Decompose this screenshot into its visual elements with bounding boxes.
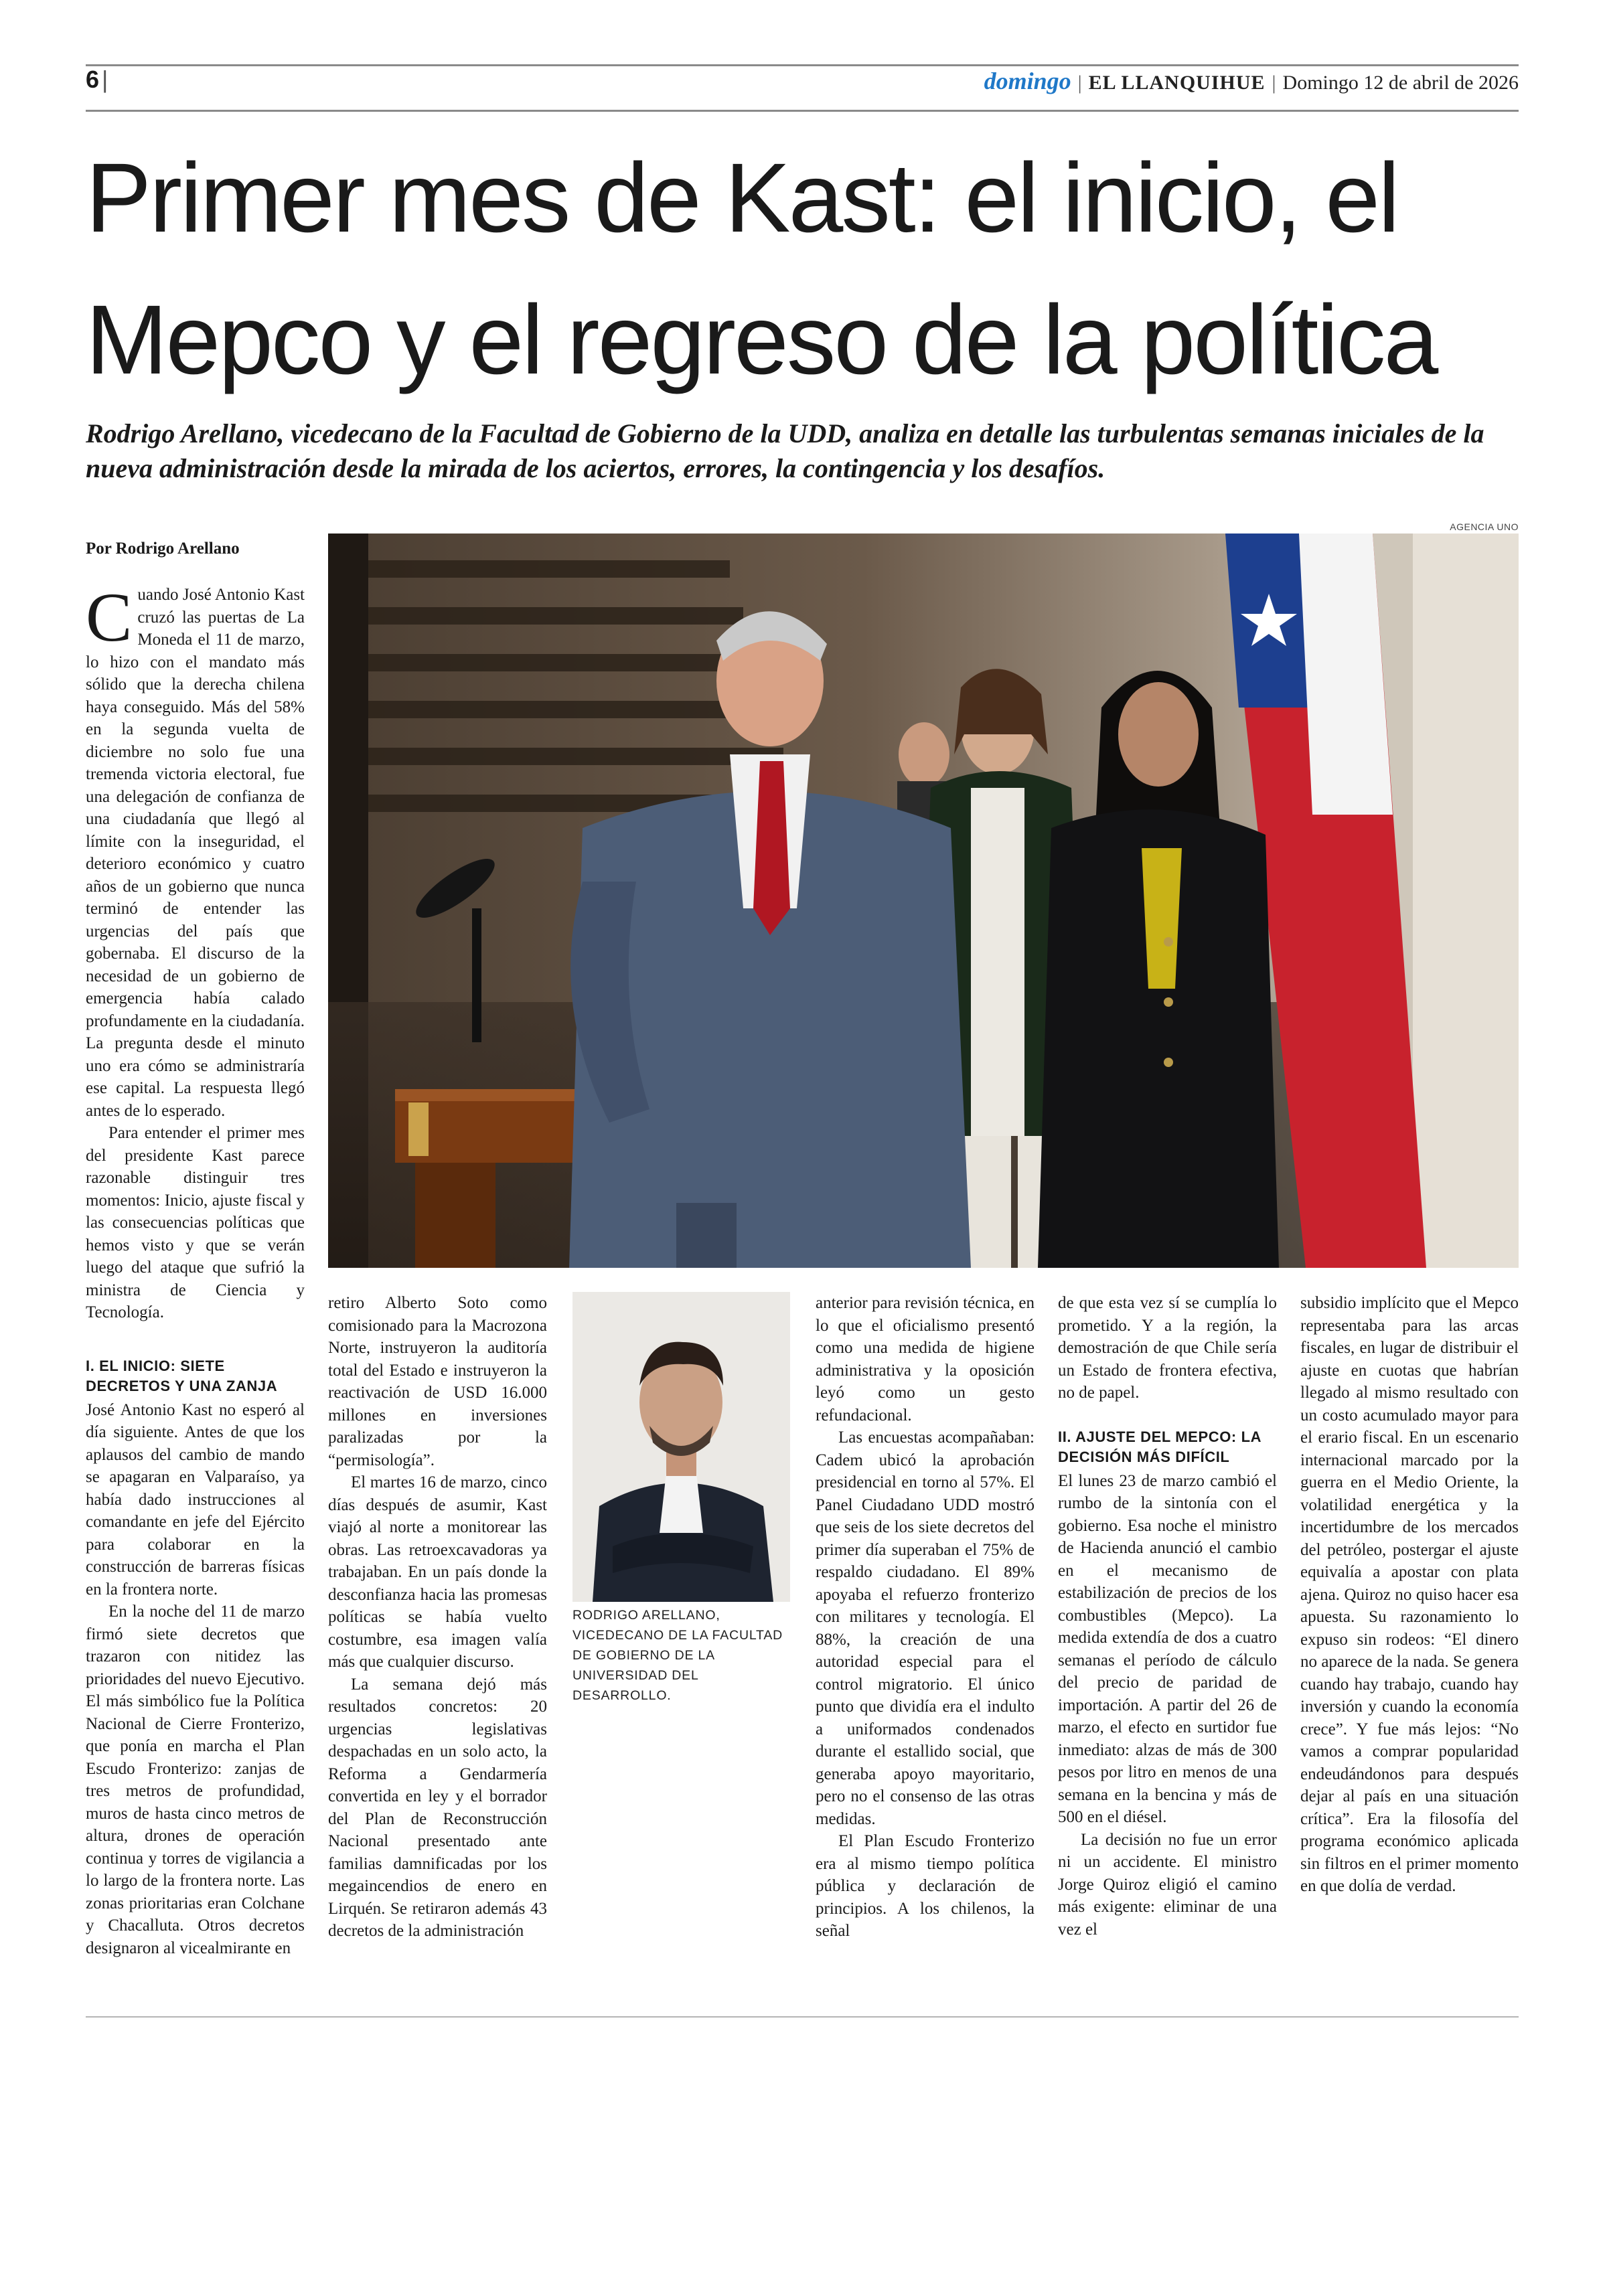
article-paragraph: El Plan Escudo Fronterizo era al mismo tiempo política pública y declaración de principios. A los chilenos, la señal: [816, 1832, 1035, 1940]
section-title: I. EL INICIO: SIETE DECRETOS Y UNA ZANJA: [86, 1357, 278, 1394]
top-rule: [86, 64, 1519, 66]
article-paragraph: retiro Alberto Soto como comisionado para la Macrozona Norte, instruyeron la auditoría total del Estado e instruyeron la reactivación de USD 16.000 millones en inversiones paralizadas por la “permisología”.: [328, 1294, 547, 1469]
main-photo: [328, 534, 1519, 1268]
article-paragraph: Las encuestas acompañaban: Cadem ubicó la aprobación presidencial en torno al 57%. El Panel Ciudadano UDD mostró que seis de los siete decretos del primer día superaban el 75% de respaldo ciudadano. El 89% apoyaba el refuerzo fronterizo con militares y tecnología. El 88%, la creación de una autoridad especial para el control migratorio. El único punto que dividía era el indulto a uniformados condenados durante el estallido social, que generaba apoyo mayoritario, pero no el consenso de las otras medidas.: [816, 1428, 1035, 1828]
byline: Por Rodrigo Arellano: [86, 540, 240, 558]
column-1: [86, 579, 305, 1959]
column-5: [1300, 1292, 1519, 1898]
article-paragraph: Cuando José Antonio Kast cruzó las puertas de La Moneda el 11 de marzo, lo hizo con el mandato más sólido que la derecha chilena haya conseguido. Más del 58% en la segunda vuelta de diciembre no solo fue una tremenda victoria electoral, fue una delegación de confianza de una ciudadanía que llegó al límite con la inseguridad, el deterioro económico y cuatro años de un gobierno que nunca terminó de entender las urgencias del país que gobernaba. El discurso de la necesidad de un gobierno de emergencia había calado profundamente en la ciudadanía. La pregunta desde el minuto uno era cómo se administraría ese capital. La respuesta llegó antes de lo esperado.: [86, 579, 305, 1120]
header-rule: [86, 110, 1519, 112]
bottom-rule: [86, 2016, 1519, 2018]
article-paragraph: La decisión no fue un error ni un accidente. El ministro Jorge Quiroz eligió el camino más exigente: eliminar de una vez el: [1058, 1830, 1277, 1939]
photo-credit: AGENCIA UNO: [1450, 521, 1519, 532]
article-paragraph: anterior para revisión técnica, en lo que el oficialismo presentó como una medida de higiene administrativa y la oposición leyó como un gesto refundacional.: [816, 1294, 1035, 1424]
article-paragraph: de que esta vez sí se cumplía lo prometido. Y a la región, la demostración de que Chile sería un Estado de frontera efectiva, no de papel.: [1058, 1294, 1277, 1402]
article-paragraph: Para entender el primer mes del presidente Kast parece razonable distinguir tres momentos: Inicio, ajuste fiscal y las consecuencias políticas que hemos visto y que se verán luego del ataque que sufrió la ministra de Ciencia y Tecnología.: [86, 1124, 305, 1321]
portrait-photo: [572, 1292, 790, 1602]
column-4: [1058, 1292, 1277, 1941]
article-paragraph: El martes 16 de marzo, cinco días después de asumir, Kast viajó al norte a monitorear las obras. Las retroexcavadoras ya trabajaban. En un país donde la desconfianza hacia las promesas políticas se había vuelto costumbre, esa imagen valía más que cualquier discurso.: [328, 1473, 547, 1671]
headline: Primer mes de Kast: el inicio, el Mepco y el regreso de la política: [86, 143, 1437, 395]
column-2: [328, 1292, 547, 1943]
issue-date: Domingo 12 de abril de 2026: [1282, 72, 1519, 94]
drop-cap: C: [86, 579, 133, 656]
page-number: 6 |: [86, 66, 108, 93]
lead-paragraph: Rodrigo Arellano, vicedecano de la Facultad de Gobierno de la UDD, analiza en detalle las turbulentas semanas iniciales de la nueva administración desde la mirada de los aciertos, errores, la contingencia y los desafíos.: [86, 418, 1484, 483]
section-name: domingo: [984, 68, 1071, 94]
article-paragraph: El lunes 23 de marzo cambió el rumbo de la sintonía con el gobierno. Esa noche el ministro de Hacienda anunció el cambio en el mecanismo de estabilización de precios de los combustibles (Mepco). La medida extendía de dos a cuatro semanas el período de cálculo del precio de paridad de importación. A partir del 26 de marzo, el efecto en surtidor fue inmediato: alzas de más de 300 pesos por litro en menos de una semana en la bencina y más de 500 en el diésel.: [1058, 1471, 1277, 1826]
article-paragraph: En la noche del 11 de marzo firmó siete decretos que trazaron con nitidez las prioridades del nuevo Ejecutivo. El más simbólico fue la Política Nacional de Cierre Fronterizo, que ponía en marcha el Plan Escudo Fronterizo: zanjas de tres metros de profundidad, muros de hasta cinco metros de altura, drones de operación continua y torres de vigilancia a lo largo de la frontera norte. Las zonas prioritarias eran Colchane y Chacalluta. Otros decretos designaron al vicealmirante en: [86, 1603, 305, 1957]
column-3: [816, 1292, 1035, 1943]
article-paragraph: José Antonio Kast no esperó al día siguiente. Antes de que los aplausos del cambio de mando se apagaran en Valparaíso, ya había dado instrucciones al comandante en jefe del Ejército para colaborar en la construcción de barreras físicas en la frontera norte.: [86, 1400, 305, 1598]
portrait-caption: RODRIGO ARELLANO, VICEDECANO DE LA FACULTAD DE GOBIERNO DE LA UNIVERSIDAD DEL DESARROLLO.: [572, 1608, 783, 1703]
section-title: II. AJUSTE DEL MEPCO: LA DECISIÓN MÁS DIFÍCIL: [1058, 1428, 1261, 1465]
newspaper-name: EL LLANQUIHUE: [1088, 72, 1266, 94]
masthead: domingo | EL LLANQUIHUE | Domingo 12 de abril de 2026: [984, 68, 1519, 94]
article-paragraph: La semana dejó más resultados concretos: 20 urgencias legislativas despachadas en un solo acto, la Reforma a Gendarmería convertida en ley y el borrador del Plan de Reconstrucción Nacional presentado ante familias damnificadas por los megaincendios de enero en Lirquén. Se retiraron además 43 decretos de la administración: [328, 1675, 547, 1940]
article-paragraph: subsidio implícito que el Mepco representaba para las arcas fiscales, en lugar de distribuir el ajuste en cuotas que habrían llegado al mismo resultado con un costo acumulado mayor para el erario fiscal. En un escenario internacional marcado por la guerra en el Medio Oriente, la volatilidad energética y la incertidumbre de los mercados del petróleo, postergar el ajuste equivalía a apostar con plata ajena. Quiroz no quiso hacer esa apuesta. Su razonamiento lo expuso sin rodeos: “El dinero no aparece de la nada. Se genera cuando hay trabajo, cuando hay inversión y cuando la economía crece”. Y fue más lejos: “No vamos a comprar popularidad endeudándonos para después dejar al país en una situación crítica”. Era la filosofía del programa económico aplicada sin filtros en el primer momento en que dolía de verdad.: [1300, 1294, 1519, 1895]
